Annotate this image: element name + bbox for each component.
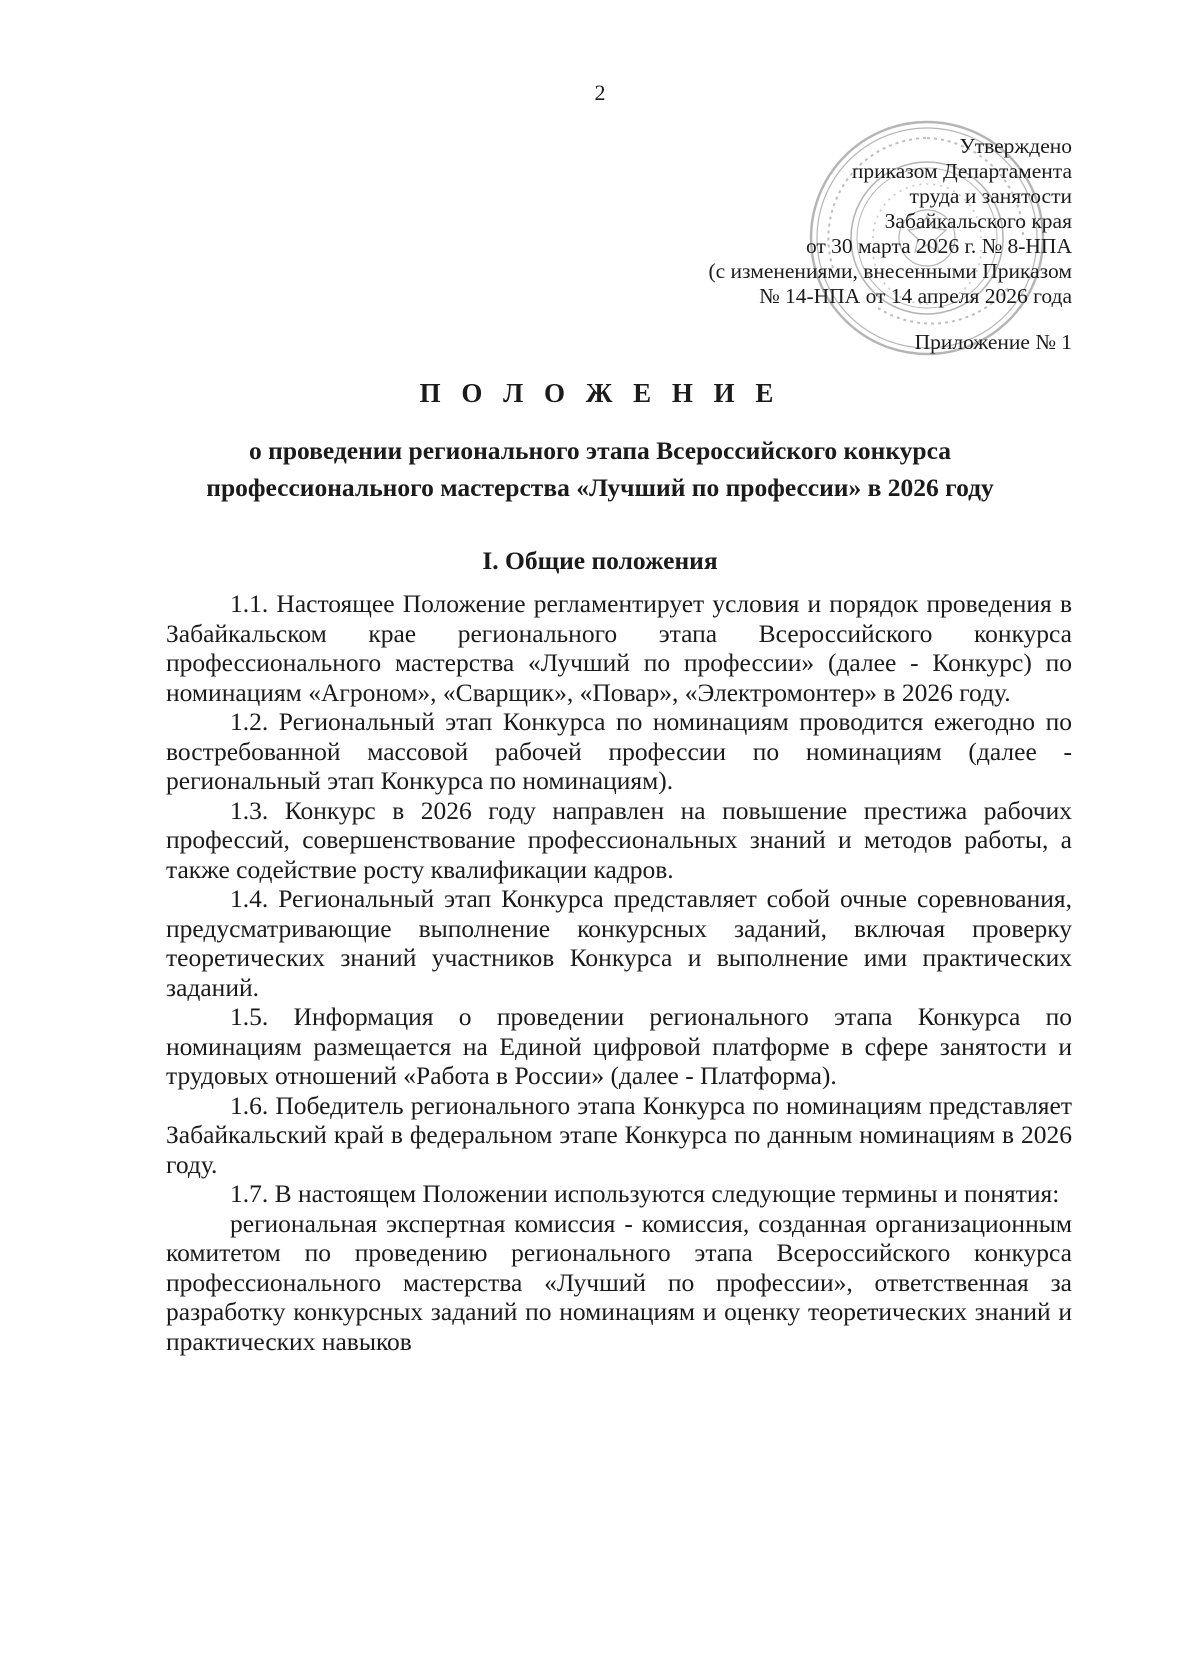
- paragraph: 1.3. Конкурс в 2026 году направлен на повышение престижа рабочих профессий, совершенствование профессиональных знаний и методов работы, а также содействие росту квалификации кадров.: [166, 795, 1072, 884]
- approval-line: от 30 марта 2026 г. № 8-НПА: [805, 234, 1072, 258]
- subtitle-line: о проведении регионального этапа Всероссийского конкурса: [249, 436, 951, 465]
- approval-line: № 14-НПА от 14 апреля 2026 года: [759, 284, 1072, 308]
- document-body: [166, 589, 1072, 1356]
- term-definition: региональная экспертная комиссия - комиссия, созданная организационным комитетом по проведению регионального этапа Всероссийского конкурса профессионального мастерства «Лучший по профессии», ответственная за разработку конкурсных заданий по номинациям и оценку теоретических знаний и практических навыков: [166, 1208, 1072, 1356]
- subtitle-line: профессионального мастерства «Лучший по профессии» в 2026 году: [206, 473, 994, 502]
- paragraph: 1.6. Победитель регионального этапа Конкурса по номинациям представляет Забайкальский край в федеральном этапе Конкурса по данным номинациям в 2026 году.: [166, 1090, 1072, 1179]
- approval-line: труда и занятости: [909, 184, 1072, 208]
- paragraph: 1.1. Настоящее Положение регламентирует условия и порядок проведения в Забайкальском крае регионального этапа Всероссийского конкурса профессионального мастерства «Лучший по профессии» (далее - Конкурс) по номинациям «Агроном», «Сварщик», «Повар», «Электромонтер» в 2026 году.: [166, 589, 1072, 707]
- paragraph: 1.7. В настоящем Положении используются следующие термины и понятия:: [230, 1179, 1060, 1208]
- approval-line: Утверждено: [959, 134, 1072, 158]
- paragraph: 1.2. Региональный этап Конкурса по номинациям проводится ежегодно по востребованной массовой рабочей профессии по номинациям (далее - региональный этап Конкурса по номинациям).: [166, 707, 1072, 795]
- section-heading: I. Общие положения: [482, 546, 718, 575]
- paragraph: 1.5. Информация о проведении регионального этапа Конкурса по номинациям размещается на Единой цифровой платформе в сфере занятости и трудовых отношений «Работа в России» (далее - Платформа).: [166, 1002, 1072, 1090]
- document-subtitle: [0, 432, 1200, 506]
- approval-block: [708, 134, 1072, 309]
- attachment-label: Приложение № 1: [914, 330, 1072, 354]
- paragraph: 1.4. Региональный этап Конкурса представляет собой очные соревнования, предусматривающие выполнение конкурсных заданий, включая проверку теоретических знаний участников Конкурса и выполнение ими практических заданий.: [166, 884, 1072, 1002]
- approval-line: (с изменениями, внесенными Приказом: [708, 259, 1072, 283]
- page-number: 2: [594, 80, 606, 105]
- approval-line: Забайкальского края: [884, 209, 1072, 233]
- document-title: П О Л О Ж Е Н И Е: [419, 378, 781, 408]
- approval-line: приказом Департамента: [851, 159, 1072, 183]
